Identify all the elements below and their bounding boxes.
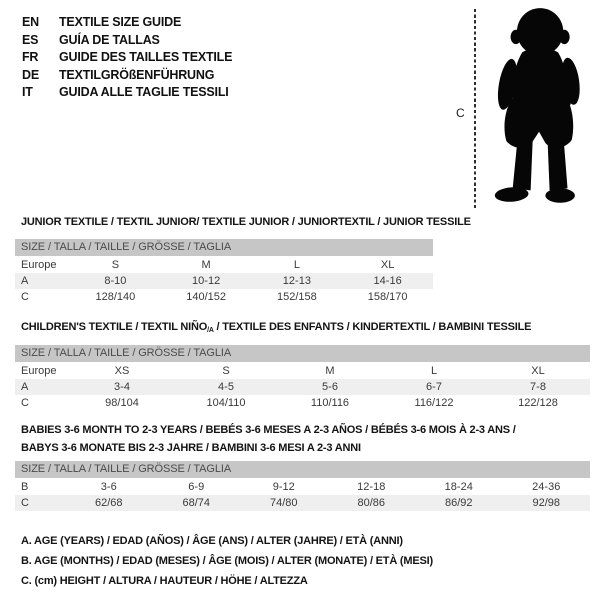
table-cell: 122/128 — [518, 397, 558, 409]
table-cell: 80/86 — [357, 497, 386, 509]
babies-table-title — [21, 421, 516, 457]
table-cell: 5-6 — [322, 381, 338, 393]
table-cell: M — [201, 259, 211, 271]
footnote-c: C. (cm) HEIGHT / ALTURA / HAUTEUR / HÖHE / ALTEZZA — [21, 575, 308, 587]
table-row — [15, 495, 590, 511]
babies-title-line1: BABIES 3-6 MONTH TO 2-3 YEARS / BEBÉS 3-6 MESES A 2-3 AÑOS / BÉBÉS 3-6 MOIS À 2-3 ANS / — [21, 424, 516, 436]
table-cell: 68/74 — [182, 497, 211, 509]
table-cell: 14-16 — [373, 275, 402, 287]
language-title: TEXTILGRÖßENFÜHRUNG — [59, 67, 215, 82]
children-title-post: / TEXTILE DES ENFANTS / KINDERTEXTIL / BAMBINI TESSILE — [213, 321, 532, 333]
size-header-bar: SIZE / TALLA / TAILLE / GRÖSSE / TAGLIA — [15, 239, 433, 256]
table-row — [15, 479, 590, 495]
height-measure-label: C — [456, 106, 465, 120]
footnotes-block — [21, 531, 433, 591]
children-table-title — [21, 318, 531, 340]
table-cell: 6-7 — [426, 381, 442, 393]
table-cell: S — [222, 365, 230, 377]
table-cell: 24-36 — [532, 481, 561, 493]
table-row — [15, 363, 590, 379]
table-row — [15, 289, 433, 305]
row-label: B — [21, 481, 29, 493]
table-row — [15, 257, 433, 273]
row-label: A — [21, 381, 29, 393]
table-cell: 86/92 — [444, 497, 473, 509]
language-title: GUIDA ALLE TAGLIE TESSILI — [59, 85, 229, 99]
junior-size-table — [15, 239, 433, 305]
height-dashed-line — [474, 9, 476, 210]
language-title: GUÍA DE TALLAS — [59, 32, 160, 47]
table-cell: 10-12 — [192, 275, 221, 287]
table-cell: XS — [114, 365, 130, 377]
row-label: C — [21, 497, 29, 509]
row-label: C — [21, 397, 29, 409]
language-code: FR — [22, 50, 39, 64]
table-cell: 7-8 — [530, 381, 546, 393]
row-label: Europe — [21, 259, 57, 271]
language-row — [22, 14, 232, 32]
table-cell: 3-6 — [100, 481, 117, 493]
size-header-bar: SIZE / TALLA / TAILLE / GRÖSSE / TAGLIA — [15, 461, 590, 478]
table-cell: L — [293, 259, 300, 271]
language-code: EN — [22, 15, 39, 29]
language-title: TEXTILE SIZE GUIDE — [59, 15, 182, 29]
babies-title-line2: BABYS 3-6 MONATE BIS 2-3 JAHRE / BAMBINI 3-6 MESI A 2-3 ANNI — [21, 442, 361, 454]
children-title-sub: /A — [207, 327, 214, 334]
table-cell: 92/98 — [532, 497, 561, 509]
table-cell: 3-4 — [114, 381, 130, 393]
table-cell: 158/170 — [367, 291, 408, 303]
table-cell: 74/80 — [269, 497, 298, 509]
row-label: A — [21, 275, 29, 287]
table-cell: 128/140 — [95, 291, 136, 303]
table-cell: 62/68 — [94, 497, 123, 509]
language-code: ES — [22, 32, 39, 47]
language-title-block — [22, 14, 232, 102]
language-code: IT — [22, 85, 33, 99]
table-row — [15, 273, 433, 289]
baby-silhouette-icon — [480, 5, 596, 211]
language-row — [22, 49, 232, 67]
table-cell: L — [430, 365, 438, 377]
table-cell: 110/116 — [310, 397, 350, 409]
language-title: GUIDE DES TAILLES TEXTILE — [59, 50, 233, 64]
row-label: C — [21, 291, 29, 303]
table-cell: 4-5 — [218, 381, 234, 393]
table-row — [15, 395, 590, 411]
table-cell: M — [325, 365, 335, 377]
table-cell: 140/152 — [186, 291, 226, 303]
babies-size-table — [15, 461, 590, 511]
table-cell: XL — [531, 365, 545, 377]
table-cell: 9-12 — [272, 481, 295, 493]
table-cell: 6-9 — [188, 481, 205, 493]
footnote-b: B. AGE (MONTHS) / EDAD (MESES) / ÂGE (MOIS) / ALTER (MONATE) / ETÀ (MESI) — [21, 555, 433, 567]
row-label: Europe — [21, 365, 57, 377]
footnote-a: A. AGE (YEARS) / EDAD (AÑOS) / ÂGE (ANS) / ALTER (JAHRE) / ETÀ (ANNI) — [21, 535, 403, 547]
table-row — [15, 379, 590, 395]
table-cell: 18-24 — [444, 481, 473, 493]
language-row — [22, 84, 232, 102]
children-size-table — [15, 345, 590, 411]
junior-table-title: JUNIOR TEXTILE / TEXTIL JUNIOR/ TEXTILE JUNIOR / JUNIORTEXTIL / JUNIOR TESSILE — [21, 216, 471, 228]
table-cell: 8-10 — [104, 275, 127, 287]
table-cell: S — [111, 259, 120, 271]
table-cell: 12-13 — [282, 275, 311, 287]
size-header-bar: SIZE / TALLA / TAILLE / GRÖSSE / TAGLIA — [15, 345, 590, 362]
children-title-pre: CHILDREN'S TEXTILE / TEXTIL NIÑO — [21, 321, 208, 333]
table-cell: 116/122 — [414, 397, 454, 409]
language-code: DE — [22, 67, 39, 82]
table-cell: 12-18 — [357, 481, 386, 493]
table-cell: XL — [380, 259, 395, 271]
table-cell: 98/104 — [105, 397, 139, 409]
table-cell: 152/158 — [276, 291, 317, 303]
language-row — [22, 32, 232, 50]
language-row — [22, 67, 232, 85]
table-cell: 104/110 — [206, 397, 246, 409]
